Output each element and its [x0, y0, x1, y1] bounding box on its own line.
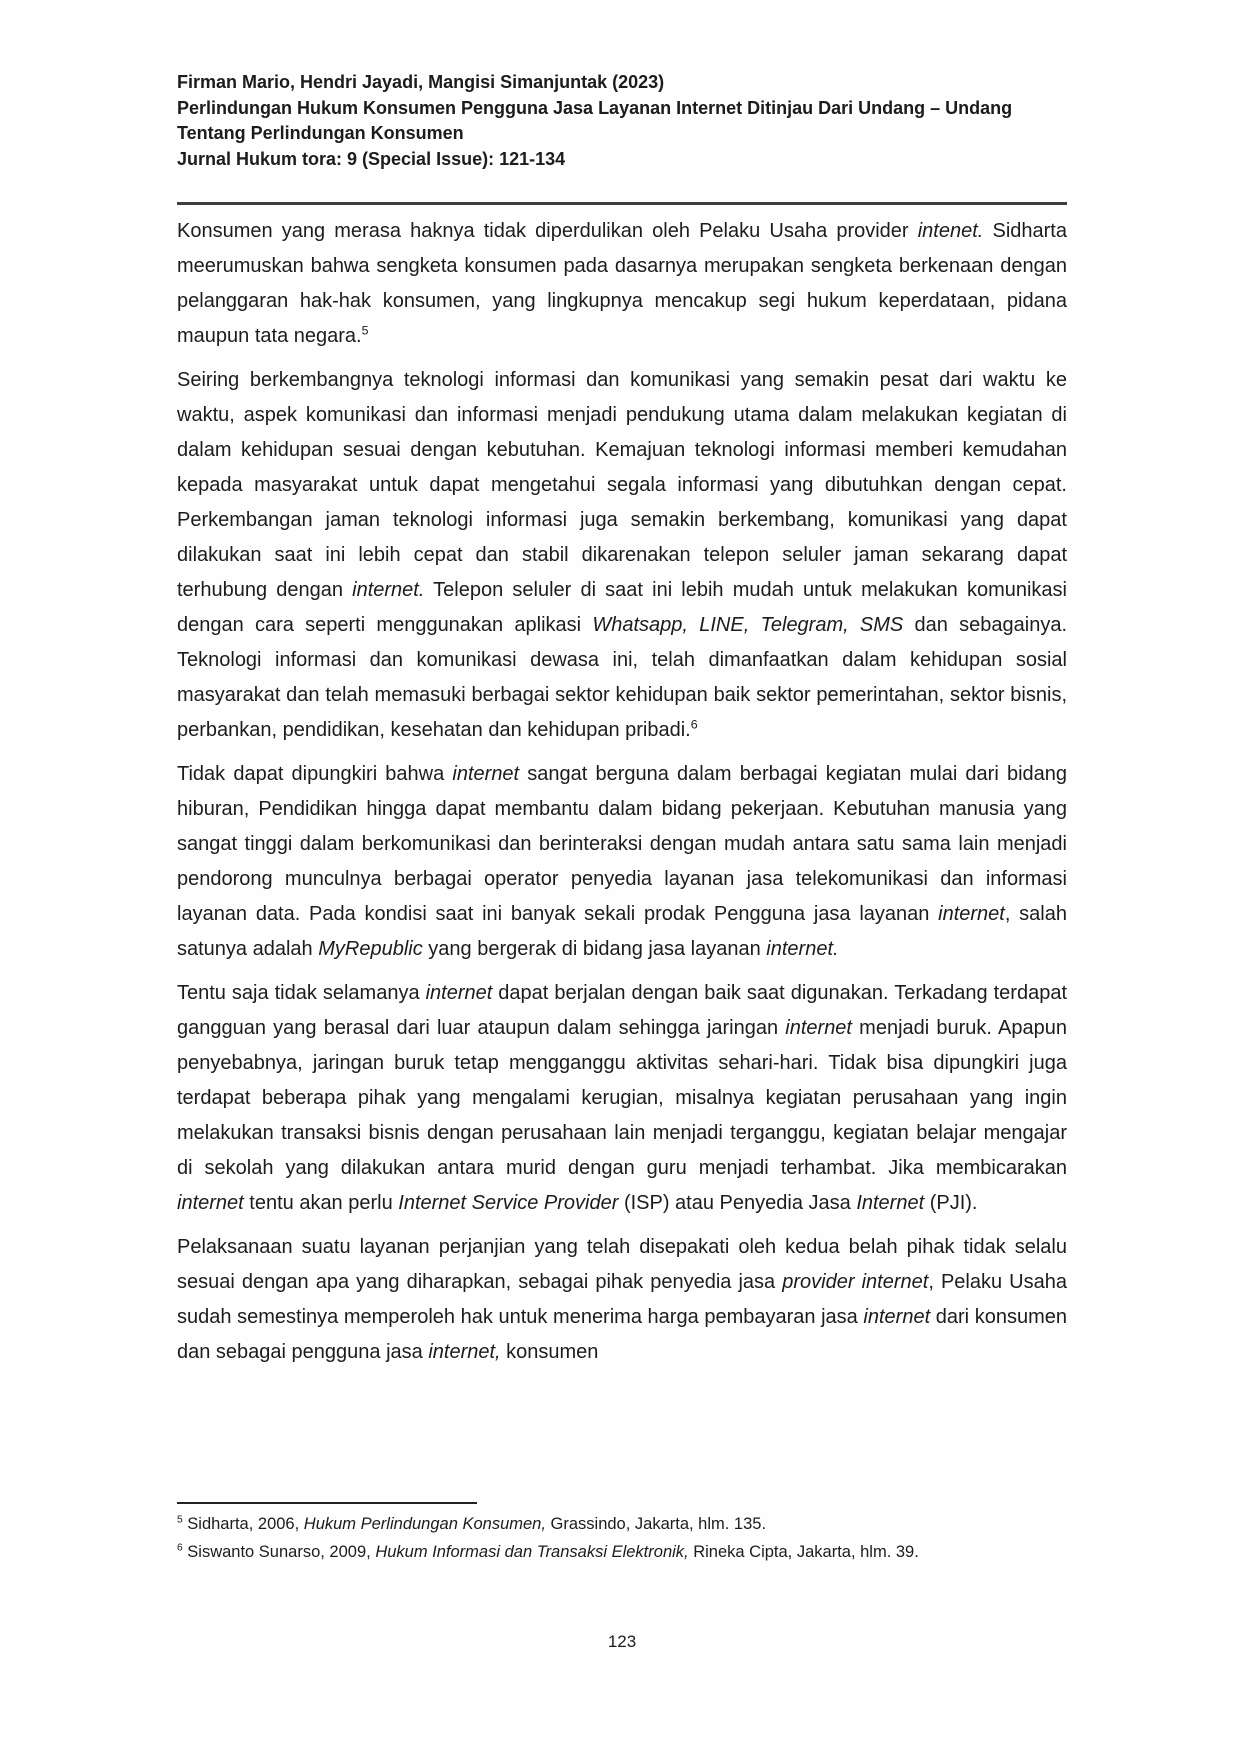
text-run: Sidharta, 2006,	[182, 1515, 304, 1533]
footnote	[177, 1539, 1067, 1567]
footnote-ref: 5	[361, 323, 369, 338]
text-run: menjadi buruk. Apapun penyebabnya, jaringan buruk tetap mengganggu aktivitas sehari-hari. Tidak bisa dipungkiri juga terdapat beberapa pihak yang mengalami kerugian, misalnya kegiatan perusahaan yang ingin melakukan transaksi bisnis dengan perusahaan lain menjadi terganggu, kegiatan belajar mengajar di sekolah yang dilakukan antara murid dengan guru menjadi terhambat. Jika membicarakan	[177, 1017, 1067, 1179]
italic-text: internet	[425, 982, 493, 1004]
footnote-divider	[177, 1502, 477, 1504]
text-run: (PJI).	[924, 1192, 978, 1214]
text-run: (ISP) atau Penyedia Jasa	[618, 1192, 857, 1214]
text-run: Sidharta meerumuskan bahwa sengketa konsumen pada dasarnya merupakan sengketa berkenaan dengan pelanggaran hak-hak konsumen, yang lingkupnya mencakup segi hukum keperdataan, pidana maupun tata negara.	[177, 220, 1067, 347]
header-divider	[177, 202, 1067, 205]
text-run: Siswanto Sunarso, 2009,	[182, 1542, 376, 1561]
body-paragraph	[177, 757, 1067, 967]
italic-text: internet	[452, 763, 520, 785]
footnotes-section	[177, 1502, 1067, 1566]
text-run: sangat berguna dalam berbagai kegiatan mulai dari bidang hiburan, Pendidikan hingga dapat membantu dalam bidang pekerjaan. Kebutuhan manusia yang sangat tinggi dalam berkomunikasi dan berinteraksi dengan mudah antara satu sama lain menjadi pendorong munculnya berbagai operator penyedia layanan jasa telekomunikasi dan informasi layanan data. Pada kondisi saat ini banyak sekali prodak Pengguna jasa layanan	[177, 763, 1067, 925]
text-run: Rineka Cipta, Jakarta, hlm. 39.	[688, 1542, 919, 1561]
text-run: dapat berjalan dengan baik saat digunakan. Terkadang terdapat gangguan yang berasal dari luar ataupun dalam sehingga jaringan	[177, 982, 1067, 1039]
italic-text: internet	[785, 1017, 852, 1039]
text-run: Tentu saja tidak selamanya	[177, 982, 426, 1004]
italic-text: Internet	[856, 1192, 925, 1214]
italic-text: internet.	[352, 579, 425, 601]
text-run: tentu akan perlu	[243, 1192, 399, 1214]
italic-text: Hukum Informasi dan Transaksi Elektronik,	[375, 1542, 689, 1561]
text-run: , Pelaku Usaha sudah semestinya memperoleh hak untuk menerima harga pembayaran jasa	[177, 1271, 1067, 1328]
text-run: Konsumen yang merasa haknya tidak diperdulikan oleh Pelaku Usaha provider	[177, 220, 918, 242]
footnote-list	[177, 1511, 1067, 1566]
page-number: 123	[607, 1632, 637, 1651]
italic-text: Hukum Perlindungan Konsumen,	[303, 1515, 546, 1533]
italic-text: internet.	[766, 938, 839, 960]
text-run: yang bergerak di bidang jasa layanan	[422, 938, 767, 960]
article-body	[177, 214, 1067, 1370]
italic-text: Internet Service Provider	[398, 1192, 619, 1214]
italic-text: internet	[177, 1192, 244, 1214]
page-header	[177, 70, 1067, 172]
header-authors: Firman Mario, Hendri Jayadi, Mangisi Simanjuntak (2023)	[177, 72, 665, 92]
footnote	[177, 1511, 1067, 1539]
footnote-marker: 5	[177, 1514, 183, 1526]
body-paragraph	[177, 214, 1067, 354]
footnote-marker: 6	[177, 1542, 183, 1553]
text-run: Tidak dapat dipungkiri bahwa	[177, 763, 453, 785]
footnote-ref: 6	[690, 717, 698, 732]
italic-text: Whatsapp, LINE, Telegram, SMS	[592, 614, 904, 636]
text-run: dari konsumen dan sebagai pengguna jasa	[177, 1306, 1067, 1363]
italic-text: internet	[938, 903, 1005, 925]
text-run: Seiring berkembangnya teknologi informasi dan komunikasi yang semakin pesat dari waktu ke waktu, aspek komunikasi dan informasi menjadi pendukung utama dalam melakukan kegiatan di dalam kehidupan sesuai dengan kebutuhan. Kemajuan teknologi informasi memberi kemudahan kepada masyarakat untuk dapat mengetahui segala informasi yang dibutuhkan dengan cepat. Perkembangan jaman teknologi informasi juga semakin berkembang, komunikasi yang dapat dilakukan saat ini lebih cepat dan stabil dikarenakan telepon seluler jaman sekarang dapat terhubung dengan	[177, 369, 1067, 601]
text-run: Grassindo, Jakarta, hlm. 135.	[545, 1515, 767, 1533]
body-paragraph	[177, 1230, 1067, 1370]
text-run: Telepon seluler di saat ini lebih mudah untuk melakukan komunikasi dengan cara seperti menggunakan aplikasi	[177, 579, 1067, 636]
italic-text: intenet.	[917, 220, 984, 242]
text-run: dan sebagainya. Teknologi informasi dan komunikasi dewasa ini, telah dimanfaatkan dalam kehidupan sosial masyarakat dan telah memasuki berbagai sektor kehidupan baik sektor pemerintahan, sektor bisnis, perbankan, pendidikan, kesehatan dan kehidupan pribadi.	[177, 614, 1068, 741]
italic-text: MyRepublic	[318, 938, 423, 960]
header-journal: Jurnal Hukum tora: 9 (Special Issue): 121-134	[177, 148, 566, 169]
body-paragraph	[177, 363, 1067, 748]
header-title: Perlindungan Hukum Konsumen Pengguna Jasa Layanan Internet Ditinjau Dari Undang – Undang Tentang Perlindungan Konsumen	[177, 97, 1013, 143]
italic-text: provider internet	[782, 1271, 929, 1293]
body-paragraph	[177, 976, 1067, 1221]
text-run: , salah satunya adalah	[177, 903, 1067, 960]
text-run: Pelaksanaan suatu layanan perjanjian yang telah disepakati oleh kedua belah pihak tidak selalu sesuai dengan apa yang diharapkan, sebagai pihak penyedia jasa	[177, 1236, 1067, 1293]
italic-text: internet	[863, 1306, 931, 1328]
text-run: konsumen	[500, 1341, 599, 1363]
italic-text: internet,	[428, 1341, 501, 1363]
